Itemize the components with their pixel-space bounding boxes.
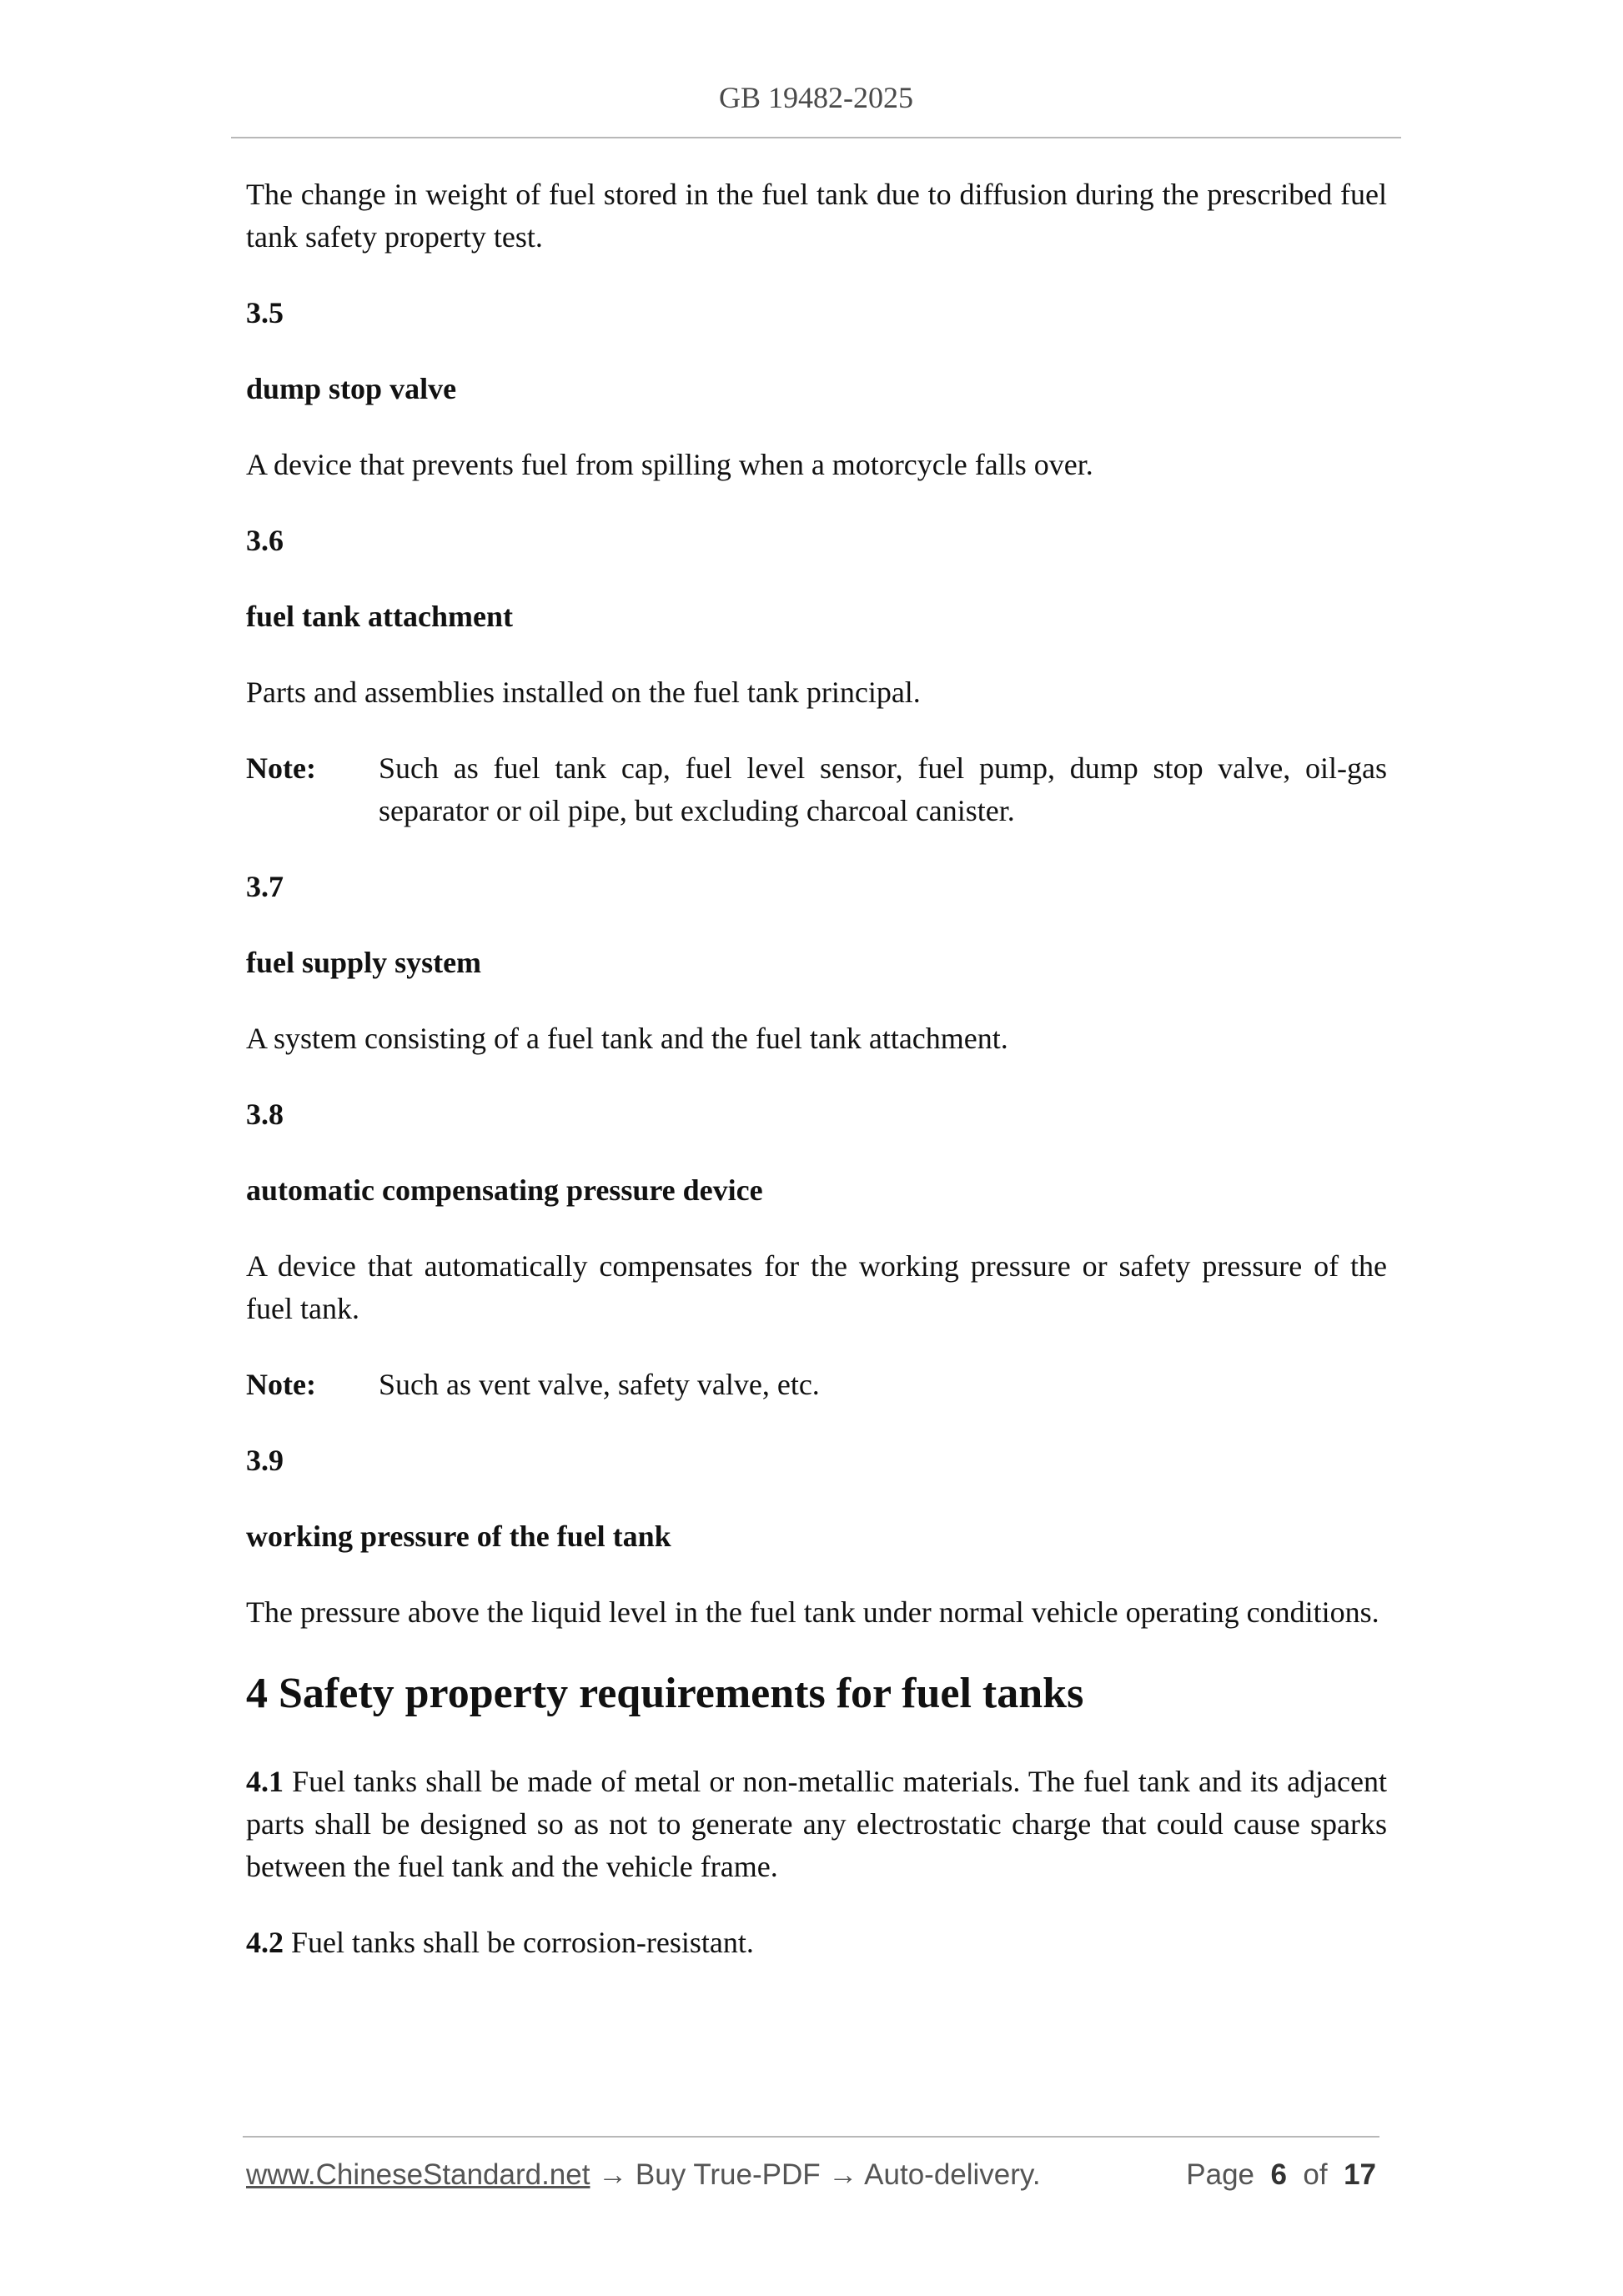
definition-3-5: A device that prevents fuel from spilling when a motorcycle falls over. — [246, 448, 1093, 481]
document-header: GB 19482-2025 — [719, 81, 913, 114]
term-3-5: dump stop valve — [246, 372, 457, 405]
page-label: Page — [1186, 2158, 1255, 2191]
clause-number-3-5: 3.5 — [246, 296, 284, 329]
website-link[interactable]: www.ChineseStandard.net — [246, 2158, 590, 2191]
footer-left — [246, 2158, 1041, 2192]
term-3-9: working pressure of the fuel tank — [246, 1520, 671, 1553]
header-divider — [231, 137, 1401, 138]
page-number — [1186, 2158, 1376, 2192]
term-3-8: automatic compensating pressure device — [246, 1173, 763, 1207]
note-label: Note: — [246, 1368, 316, 1401]
term-3-7: fuel supply system — [246, 946, 482, 979]
section-4-heading: 4 Safety property requirements for fuel tanks — [246, 1670, 1084, 1717]
clause-number-3-7: 3.7 — [246, 870, 284, 903]
definition-3-6: Parts and assemblies installed on the fuel tank principal. — [246, 676, 921, 709]
clause-number-3-9: 3.9 — [246, 1444, 284, 1477]
clause-4-2-number: 4.2 — [246, 1926, 284, 1959]
note-text: Such as vent valve, safety valve, etc. — [379, 1368, 820, 1401]
page-total: 17 — [1344, 2158, 1376, 2191]
page-of: of — [1303, 2158, 1328, 2191]
definition-3-9: The pressure above the liquid level in the fuel tank under normal vehicle operating conditions. — [246, 1595, 1379, 1629]
footer-divider — [243, 2136, 1379, 2138]
term-3-6: fuel tank attachment — [246, 600, 513, 633]
clause-4-1-text: Fuel tanks shall be made of metal or non-metallic materials. The fuel tank and its adjacent parts shall be designed so as not to generate any electrostatic charge that could cause sparks between the fuel tank and the vehicle frame. — [246, 1765, 1387, 1883]
note-3-6 — [246, 747, 1387, 832]
clause-4-2-text: Fuel tanks shall be corrosion-resistant. — [284, 1926, 754, 1959]
definition-3-8: A device that automatically compensates for the working pressure or safety pressure of the fuel tank. — [246, 1249, 1387, 1325]
clause-number-3-6: 3.6 — [246, 524, 284, 557]
clause-4-2 — [246, 1922, 1387, 1964]
note-label: Note: — [246, 751, 316, 785]
clause-number-3-8: 3.8 — [246, 1098, 284, 1131]
note-3-8 — [246, 1364, 1387, 1406]
intro-paragraph: The change in weight of fuel stored in the fuel tank due to diffusion during the prescribed fuel tank safety property test. — [246, 178, 1387, 254]
page-footer — [246, 2158, 1376, 2195]
note-text: Such as fuel tank cap, fuel level sensor, fuel pump, dump stop valve, oil-gas separator or oil pipe, but excluding charcoal canister. — [379, 751, 1387, 827]
document-body — [246, 173, 1387, 1997]
footer-tagline: → Buy True-PDF → Auto-delivery. — [590, 2158, 1041, 2191]
clause-4-1 — [246, 1761, 1387, 1888]
definition-3-7: A system consisting of a fuel tank and the fuel tank attachment. — [246, 1022, 1008, 1055]
clause-4-1-number: 4.1 — [246, 1765, 284, 1798]
page-current: 6 — [1270, 2158, 1287, 2191]
